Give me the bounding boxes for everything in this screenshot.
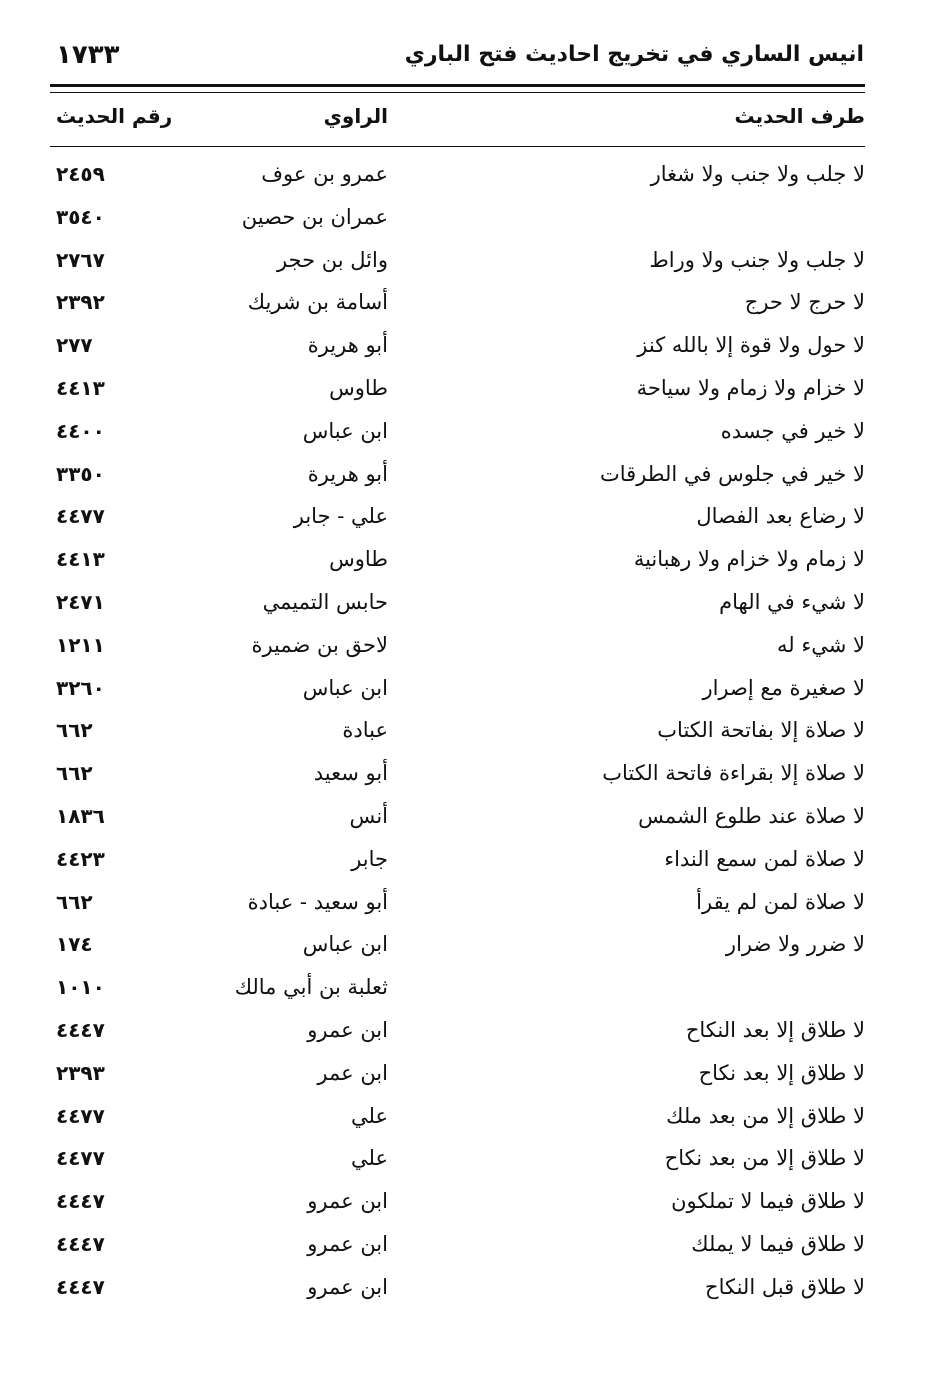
narrator-name: حابس التميمي <box>262 589 388 614</box>
hadith-number: ١٠١٠ <box>56 975 105 1000</box>
hadith-number: ٤٤١٣ <box>56 375 105 400</box>
hadith-number: ٤٤٤٧ <box>56 1231 105 1256</box>
table-row <box>50 586 865 629</box>
hadith-text: لا طلاق إلا بعد نكاح <box>698 1060 865 1085</box>
table-row <box>50 244 865 287</box>
narrator-name: علي - جابر <box>293 504 388 529</box>
narrator-name: ابن عمرو <box>307 1274 388 1299</box>
table-row <box>50 1271 865 1314</box>
hadith-number: ٢٤٧١ <box>56 589 105 614</box>
book-title: انيس الساري في تخريج احاديث فتح الباري <box>404 42 864 67</box>
hadith-number: ٣٥٤٠ <box>56 204 105 229</box>
table-row <box>50 757 865 800</box>
table-row <box>50 714 865 757</box>
table-row <box>50 928 865 971</box>
hadith-number: ٦٦٢ <box>56 718 93 743</box>
hadith-text: لا ضرر ولا ضرار <box>725 932 865 957</box>
hadith-number: ٢٤٥٩ <box>56 162 105 186</box>
table-row <box>50 543 865 586</box>
narrator-name: أبو هريرة <box>307 333 388 358</box>
hadith-text: لا طلاق إلا من بعد ملك <box>666 1103 865 1128</box>
narrator-name: جابر <box>351 846 388 871</box>
table-row <box>50 629 865 672</box>
table-row <box>50 286 865 329</box>
table-row <box>50 843 865 886</box>
narrator-name: طاوس <box>329 547 388 572</box>
hadith-text: لا طلاق فيما لا يملك <box>691 1231 865 1256</box>
header-rule-thin <box>50 92 865 93</box>
narrator-name: عمرو بن عوف <box>261 162 388 186</box>
hadith-number: ٦٦٢ <box>56 889 93 914</box>
hadith-number: ٤٤٧٧ <box>56 1146 105 1171</box>
table-row <box>50 672 865 715</box>
table-row <box>50 158 865 201</box>
hadith-text: لا صلاة لمن لم يقرأ <box>696 889 865 914</box>
narrator-name: لاحق بن ضميرة <box>251 632 388 657</box>
narrator-name: ابن عباس <box>302 932 388 957</box>
column-header-number: رقم الحديث <box>56 104 173 128</box>
column-headers <box>50 104 865 140</box>
table-row <box>50 886 865 929</box>
hadith-text: لا طلاق إلا بعد النكاح <box>685 1017 865 1042</box>
narrator-name: أبو سعيد <box>313 761 388 786</box>
hadith-number: ٤٤٤٧ <box>56 1274 105 1299</box>
header-rule-thick <box>50 84 865 87</box>
hadith-text: لا صلاة لمن سمع النداء <box>664 846 865 871</box>
hadith-number: ٢٣٩٣ <box>56 1060 105 1085</box>
hadith-text: لا جلب ولا جنب ولا شغار <box>650 162 865 186</box>
narrator-name: أبو هريرة <box>307 461 388 486</box>
hadith-number: ٤٤٤٧ <box>56 1017 105 1042</box>
column-header-narrator: الراوي <box>323 104 388 128</box>
hadith-number: ٢٧٦٧ <box>56 247 105 272</box>
hadith-number: ٤٤٢٣ <box>56 846 105 871</box>
hadith-text: لا صلاة إلا بقراءة فاتحة الكتاب <box>602 761 865 786</box>
page-number: ١٧٣٣ <box>56 40 120 70</box>
narrator-name: ابن عباس <box>302 418 388 443</box>
table-row <box>50 1014 865 1057</box>
hadith-text: لا شيء في الهام <box>719 589 865 614</box>
narrator-name: علي <box>351 1103 388 1128</box>
table-row <box>50 458 865 501</box>
table-row <box>50 1100 865 1143</box>
table-row <box>50 500 865 543</box>
hadith-number: ٣٣٥٠ <box>56 461 105 486</box>
narrator-name: طاوس <box>329 375 388 400</box>
narrator-name: ابن عمرو <box>307 1017 388 1042</box>
table-row <box>50 971 865 1014</box>
hadith-text: لا طلاق إلا من بعد نكاح <box>664 1146 865 1171</box>
table-row <box>50 329 865 372</box>
hadith-text: لا خير في جلوس في الطرقات <box>599 461 865 486</box>
hadith-number: ٤٤١٣ <box>56 547 105 572</box>
table-row <box>50 1228 865 1271</box>
hadith-number: ٤٤٧٧ <box>56 504 105 529</box>
hadith-number: ٤٤٠٠ <box>56 418 105 443</box>
hadith-text: لا طلاق فيما لا تملكون <box>671 1189 865 1214</box>
hadith-text: لا شيء له <box>777 632 865 657</box>
hadith-text: لا خزام ولا زمام ولا سياحة <box>636 375 865 400</box>
narrator-name: علي <box>351 1146 388 1171</box>
hadith-number: ٢٣٩٢ <box>56 290 105 315</box>
narrator-name: ابن عباس <box>302 675 388 700</box>
narrator-name: ابن عمر <box>317 1060 388 1085</box>
table-row <box>50 1057 865 1100</box>
hadith-text: لا صلاة عند طلوع الشمس <box>638 803 865 828</box>
hadith-text: لا صغيرة مع إصرار <box>702 675 865 700</box>
hadith-number: ٣٢٦٠ <box>56 675 105 700</box>
hadith-text: لا صلاة إلا بفاتحة الكتاب <box>657 718 865 743</box>
hadith-text: لا حرج لا حرج <box>744 290 865 315</box>
hadith-text: لا جلب ولا جنب ولا وراط <box>649 247 865 272</box>
table-row <box>50 800 865 843</box>
hadith-number: ١٨٣٦ <box>56 803 105 828</box>
hadith-number: ٤٤٤٧ <box>56 1189 105 1214</box>
table-row <box>50 415 865 458</box>
hadith-number: ٦٦٢ <box>56 761 93 786</box>
narrator-name: ابن عمرو <box>307 1189 388 1214</box>
column-header-rule <box>50 146 865 147</box>
narrator-name: أنس <box>349 803 388 828</box>
hadith-number: ٢٧٧ <box>56 333 93 358</box>
hadith-text: لا خير في جسده <box>720 418 865 443</box>
narrator-name: أسامة بن شريك <box>247 290 388 315</box>
hadith-number: ٤٤٧٧ <box>56 1103 105 1128</box>
hadith-text: لا طلاق قبل النكاح <box>705 1274 865 1299</box>
hadith-text: لا حول ولا قوة إلا بالله كنز <box>637 333 865 358</box>
narrator-name: وائل بن حجر <box>276 247 388 272</box>
narrator-name: عبادة <box>342 718 388 743</box>
narrator-name: عمران بن حصين <box>241 204 388 229</box>
column-header-hadith: طرف الحديث <box>734 104 865 128</box>
running-head <box>56 40 864 80</box>
table-row <box>50 372 865 415</box>
hadith-number: ١٧٤ <box>56 932 93 957</box>
hadith-text: لا زمام ولا خزام ولا رهبانية <box>633 547 865 572</box>
table-row <box>50 1185 865 1228</box>
table-row <box>50 201 865 244</box>
hadith-number: ١٢١١ <box>56 632 105 657</box>
narrator-name: ابن عمرو <box>307 1231 388 1256</box>
table-row <box>50 1142 865 1185</box>
hadith-index-table <box>50 158 865 1314</box>
hadith-text: لا رضاع بعد الفصال <box>696 504 865 529</box>
narrator-name: ثعلبة بن أبي مالك <box>234 975 388 1000</box>
narrator-name: أبو سعيد - عبادة <box>247 889 388 914</box>
